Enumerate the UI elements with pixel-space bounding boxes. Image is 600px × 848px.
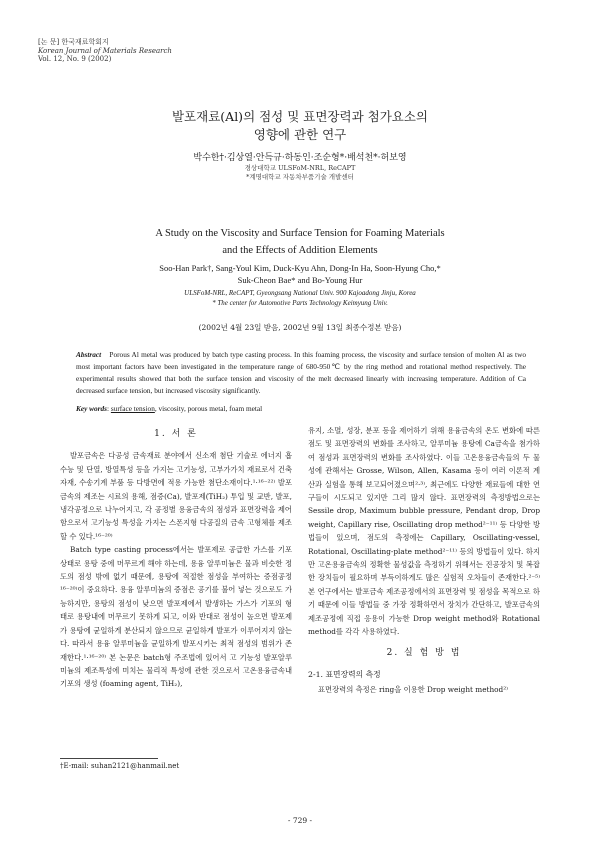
journal-volume: Vol. 12, No. 9 (2002)	[38, 55, 112, 63]
footnote-divider	[60, 758, 158, 759]
abstract-label: Abstract	[76, 350, 102, 359]
footnote-email: †E-mail: suhan2121@hanmail.net	[60, 762, 180, 770]
journal-kind: [논 문] 한국재료학회지	[38, 38, 109, 46]
keyword-surface-tension: surface tension	[110, 404, 155, 413]
korean-title	[60, 108, 540, 144]
english-affiliation-line2: * The center for Automotive Parts Technology Keimyung Univ.	[212, 299, 388, 307]
received-dates: (2002년 4월 23일 받음, 2002년 9월 13일 최종수정본 받음)	[198, 323, 402, 332]
keywords-label: Key words	[76, 404, 108, 413]
korean-title-line1: 발포재료(Al)의 점성 및 표면장력과 첨가요소의	[171, 109, 429, 124]
english-affiliation	[60, 288, 540, 308]
keywords: Key words: surface tension, viscosity, porous metal, foam metal	[76, 404, 263, 413]
keywords-rest: , viscosity, porous metal, foam metal	[154, 404, 263, 413]
section-heading-introduction: 1. 서 론	[154, 429, 198, 439]
korean-affiliation-line1: 경상대학교 ULSFoM-NRL, ReCAPT	[244, 164, 356, 172]
journal-header	[38, 38, 172, 64]
intro-paragraph-continued: 유지, 소멸, 성장, 분포 등을 제어하기 위해 용융금속의 온도 변화에 따른 점도 및 표면장력의 변화를 조사하고, 알루미늄 용탕에 Ca금속을 첨가하여 점성과 표면장력의 변화를 조사하였다. 이들 고온용융금속들의 두 물성에 관해서는 Grosse, Wilson, Allen, Kasama 등이 여러 이론적 계산과 실험을 통해 보고되어졌으며²·³⁾, 최근에도 다양한 재료들에 대한 연구들이 시도되고 있지만 그리 많지 않다. 표면장력의 측정방법으로는 Sessile drop, Maximum bubble pressure, Pendant drop, Drop weight, Capillary rise, Oscillating drop method²⁻¹¹⁾ 등 다양한 방법들이 있으며, 점도의 측정에는 Capillary, Oscillating-vessel, Rotational, Oscillating-plate method²⁻¹¹⁾ 등의 방법들이 있다. 하지만 고온용융금속의 정확한 물성값을 측정하기 위해서는 진공장치 및 복잡한 장치들이 필요하며 부득이하게도 많은 실험적 오차들이 존재한다.²⁻⁵⁾ 본 연구에서는 발포금속 제조공정에서의 표면장력 및 점성을 목적으로 하기 때문에 이들 방법들 중 가장 정확하면서 장치가 간단하고, 발포금속의 제조공정에 직접 응용이 가능한 Drop weight method와 Rotational method를 각각 사용하였다.	[308, 426, 540, 637]
page-number: - 729 -	[287, 816, 313, 825]
right-column	[308, 424, 540, 697]
intro-paragraph-2: Batch type casting process에서는 발포제로 공급한 가스를 기포 상태로 용탕 중에 머무르게 해야 하는데, 용융 알루미늄은 물과 비슷한 정도의 점성 밖에 없기 때문에, 용탕에 적절한 점성을 부여하는 증점공정¹⁶⁻²⁰⁾이 중요하다. 용융 알루미늄의 증점은 공기를 불어 넣는 것으로도 가능하지만, 용탕의 점성이 낮으면 발포제에서 발생하는 가스가 기포의 형태로 용탕내에 머무르기 못하게 되고, 이와 반대로 점성이 높으면 발포제가 용탕에 균일하게 분산되지 않으므로 균일하게 발포가 이루어지지 않는다. 따라서 용융 알루미늄을 균일하게 발포시키는 최적 점성의 범위가 존재한다.¹·¹⁶⁻²⁰⁾ 본 논문은 batch형 주조법에 있어서 고 기능성 발포알루미늄의 제조특성에 미치는 물리적 특성에 관한 것으로서 고온용융금속내 기포의 생성 (foaming agent, TiH₂),	[60, 545, 292, 689]
korean-authors: 박수한†·김상열·안득규·하동인·조순형*·배석천*·허보영	[193, 153, 407, 163]
intro-paragraph-1: 발포금속은 다공성 금속재료 분야에서 신소재 첨단 기술로 에너지 흡수능 및 단열, 방열특성 등을 가지는 고기능성, 고부가가치 재료로서 건축자재, 수송기계 부품 등 다방면에 적용 가능한 첨단소재이다.¹·¹⁶⁻²²⁾ 발포금속의 제조는 시료의 용해, 점증(Ca), 발포제(TiH₂) 투입 및 교반, 발포, 냉각공정으로 나누어지고, 각 공정별 용융금속의 점성과 표면장력을 제어함으로서 고기능성 특성을 가지는 스폰지형 다공질의 금속 고형체를 제조할 수 있다.¹⁶⁻²⁰⁾	[60, 451, 292, 541]
methods-paragraph-1: 표면장력의 측정은 ring을 이용한 Drop weight method²⁾	[318, 685, 508, 695]
korean-title-line2: 영향에 관한 연구	[253, 127, 347, 142]
english-title	[60, 225, 540, 259]
subsection-heading-surface-tension: 2-1. 표면장력의 측정	[308, 669, 381, 679]
english-title-line2: and the Effects of Addition Elements	[222, 245, 378, 256]
korean-affiliation	[60, 164, 540, 182]
english-authors	[60, 262, 540, 286]
english-affiliation-line1: ULSFoM-NRL, ReCAPT, Gyeongsang National Univ. 900 Kajoadong Jinju, Korea	[184, 289, 416, 297]
english-authors-line1: Soo-Han Park†, Sang-Youl Kim, Duck-Kyu Ahn, Dong-In Ha, Soon-Hyung Cho,*	[159, 263, 441, 273]
korean-affiliation-line2: *계명대학교 자동차부품기술 개발센터	[246, 173, 354, 181]
left-column	[60, 424, 292, 691]
abstract	[76, 349, 526, 397]
journal-name-en: Korean Journal of Materials Research	[38, 46, 172, 55]
english-authors-line2: Suk-Cheon Bae* and Bo-Young Hur	[237, 275, 363, 285]
section-heading-methods: 2. 실 험 방 법	[386, 647, 462, 658]
abstract-text: Porous Al metal was produced by batch type casting process. In this foaming process, the viscosity and surface tension of molten Al as two most important factors have been investigated in the temperature range of 680-950℃ by the ring method and rotational method respectively. The experimental results showed that both the surface tension and viscosity of the melt decreased linearly with increasing temperature. Addition of Ca decreased surface tension, but increased viscosity significantly.	[76, 350, 526, 395]
english-title-line1: A Study on the Viscosity and Surface Tension for Foaming Materials	[155, 228, 445, 239]
